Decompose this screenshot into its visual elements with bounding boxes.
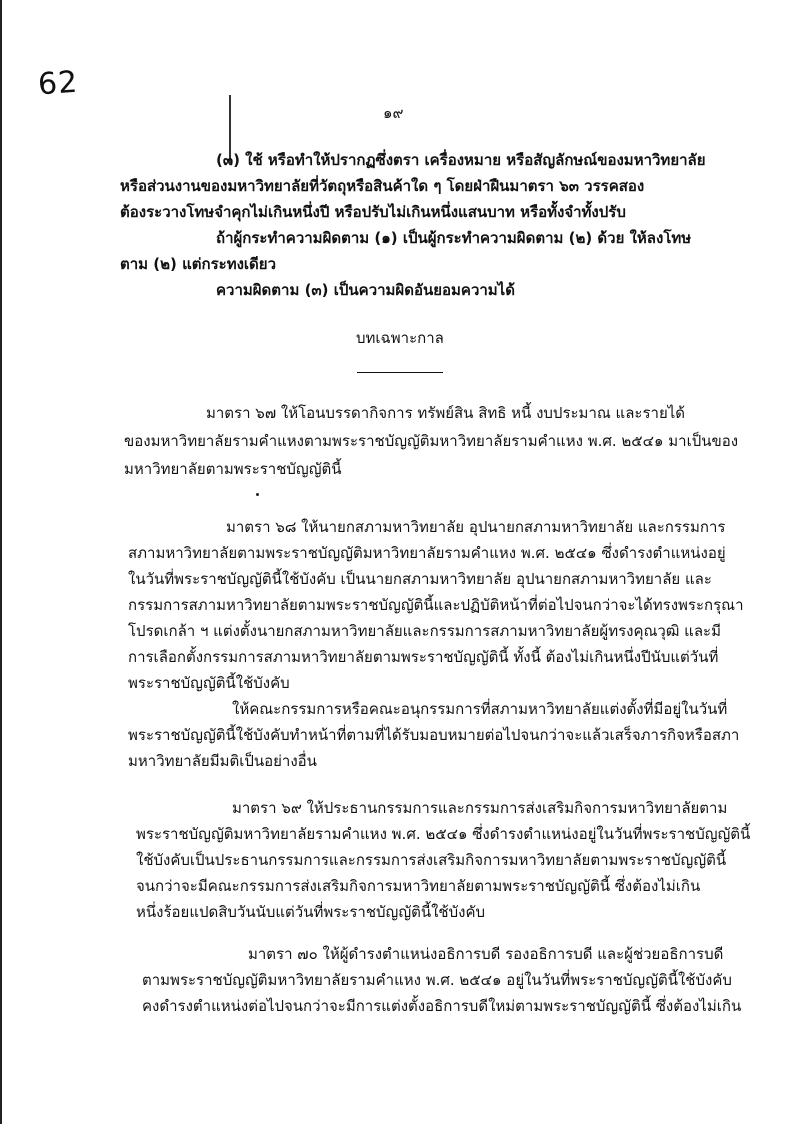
- text-line: ให้คณะกรรมการหรือคณะอนุกรรมการที่สภามหาวิทยาลัยแต่งตั้งที่มีอยู่ในวันที่: [232, 700, 728, 718]
- text-line: มหาวิทยาลัยตามพระราชบัญญัตินี้: [124, 460, 342, 478]
- text-line: มหาวิทยาลัยมีมติเป็นอย่างอื่น: [128, 752, 317, 770]
- text-line: ตาม (๒) แต่กระทงเดียว: [120, 255, 276, 273]
- scan-left-edge: [0, 0, 2, 1124]
- text-line: พระราชบัญญัตินี้ใช้บังคับ: [128, 674, 290, 692]
- text-line: การเลือกตั้งกรรมการสภามหาวิทยาลัยตามพระราชบัญญัตินี้ ทั้งนี้ ต้องไม่เกินหนึ่งปีนับแต่วันที่: [128, 648, 719, 666]
- text-line: ต้องระวางโทษจำคุกไม่เกินหนึ่งปี หรือปรับไม่เกินหนึ่งแสนบาท หรือทั้งจำทั้งปรับ: [120, 203, 626, 221]
- handwritten-page-number: 62: [36, 64, 80, 103]
- text-line: โปรดเกล้า ฯ แต่งตั้งนายกสภามหาวิทยาลัยและกรรมการสภามหาวิทยาลัยผู้ทรงคุณวุฒิ และมี: [128, 622, 721, 640]
- text-line: จนกว่าจะมีคณะกรรมการส่งเสริมกิจการมหาวิทยาลัยตามพระราชบัญญัตินี้ ซึ่งต้องไม่เกิน: [136, 877, 701, 895]
- text-line: ตามพระราชบัญญัติมหาวิทยาลัยรามคำแหง พ.ศ. ๒๕๔๑ อยู่ในวันที่พระราชบัญญัตินี้ใช้บังคับ: [142, 971, 732, 989]
- text-line: ถ้าผู้กระทำความผิดตาม (๑) เป็นผู้กระทำความผิดตาม (๒) ด้วย ให้ลงโทษ: [216, 229, 692, 247]
- scan-speck: [256, 493, 259, 496]
- heading-underline: [357, 372, 443, 373]
- text-line: พระราชบัญญัติมหาวิทยาลัยรามคำแหง พ.ศ. ๒๕๔๑ ซึ่งดำรงตำแหน่งอยู่ในวันที่พระราชบัญญัตินี้: [136, 825, 751, 843]
- text-line: พระราชบัญญัตินี้ใช้บังคับทำหน้าที่ตามที่ได้รับมอบหมายต่อไปจนกว่าจะแล้วเสร็จภารกิจหรือสภา: [128, 726, 740, 744]
- text-line: สภามหาวิทยาลัยตามพระราชบัญญัติมหาวิทยาลัยรามคำแหง พ.ศ. ๒๕๔๑ ซึ่งดำรงตำแหน่งอยู่: [128, 544, 726, 562]
- text-line: มาตรา ๖๙ ให้ประธานกรรมการและกรรมการส่งเสริมกิจการมหาวิทยาลัยตาม: [232, 799, 728, 817]
- text-line: (๓) ใช้ หรือทำให้ปรากฏซึ่งตรา เครื่องหมาย หรือสัญลักษณ์ของมหาวิทยาลัย: [216, 151, 706, 169]
- text-line: ใช้บังคับเป็นประธานกรรมการและกรรมการส่งเสริมกิจการมหาวิทยาลัยตามพระราชบัญญัตินี้: [136, 851, 727, 869]
- text-line: มาตรา ๖๘ ให้นายกสภามหาวิทยาลัย อุปนายกสภามหาวิทยาลัย และกรรมการ: [226, 518, 726, 536]
- text-line: ความผิดตาม (๓) เป็นความผิดอันยอมความได้: [216, 281, 515, 299]
- text-line: ในวันที่พระราชบัญญัตินี้ใช้บังคับ เป็นนายกสภามหาวิทยาลัย อุปนายกสภามหาวิทยาลัย และ: [128, 570, 712, 588]
- text-line: กรรมการสภามหาวิทยาลัยตามพระราชบัญญัตินี้และปฏิบัติหน้าที่ต่อไปจนกว่าจะได้ทรงพระกรุณา: [128, 596, 744, 614]
- text-line: ของมหาวิทยาลัยรามคำแหงตามพระราชบัญญัติมหาวิทยาลัยรามคำแหง พ.ศ. ๒๕๔๑ มาเป็นของ: [124, 432, 739, 450]
- section-heading: บทเฉพาะกาล: [356, 329, 444, 347]
- text-line: มาตรา ๖๗ ให้โอนบรรดากิจการ ทรัพย์สิน สิทธิ หนี้ งบประมาณ และรายได้: [206, 404, 686, 422]
- text-line: มาตรา ๗๐ ให้ผู้ดำรงตำแหน่งอธิการบดี รองอธิการบดี และผู้ช่วยอธิการบดี: [248, 945, 724, 963]
- text-line: หรือส่วนงานของมหาวิทยาลัยที่วัตถุหรือสินค้าใด ๆ โดยฝ่าฝืนมาตรา ๖๓ วรรคสอง: [120, 177, 645, 195]
- text-line: หนึ่งร้อยแปดสิบวันนับแต่วันที่พระราชบัญญัตินี้ใช้บังคับ: [136, 903, 485, 921]
- text-line: คงดำรงตำแหน่งต่อไปจนกว่าจะมีการแต่งตั้งอธิการบดีใหม่ตามพระราชบัญญัตินี้ ซึ่งต้องไม่เกิน: [142, 997, 742, 1015]
- page-number: ๑๙: [383, 104, 404, 122]
